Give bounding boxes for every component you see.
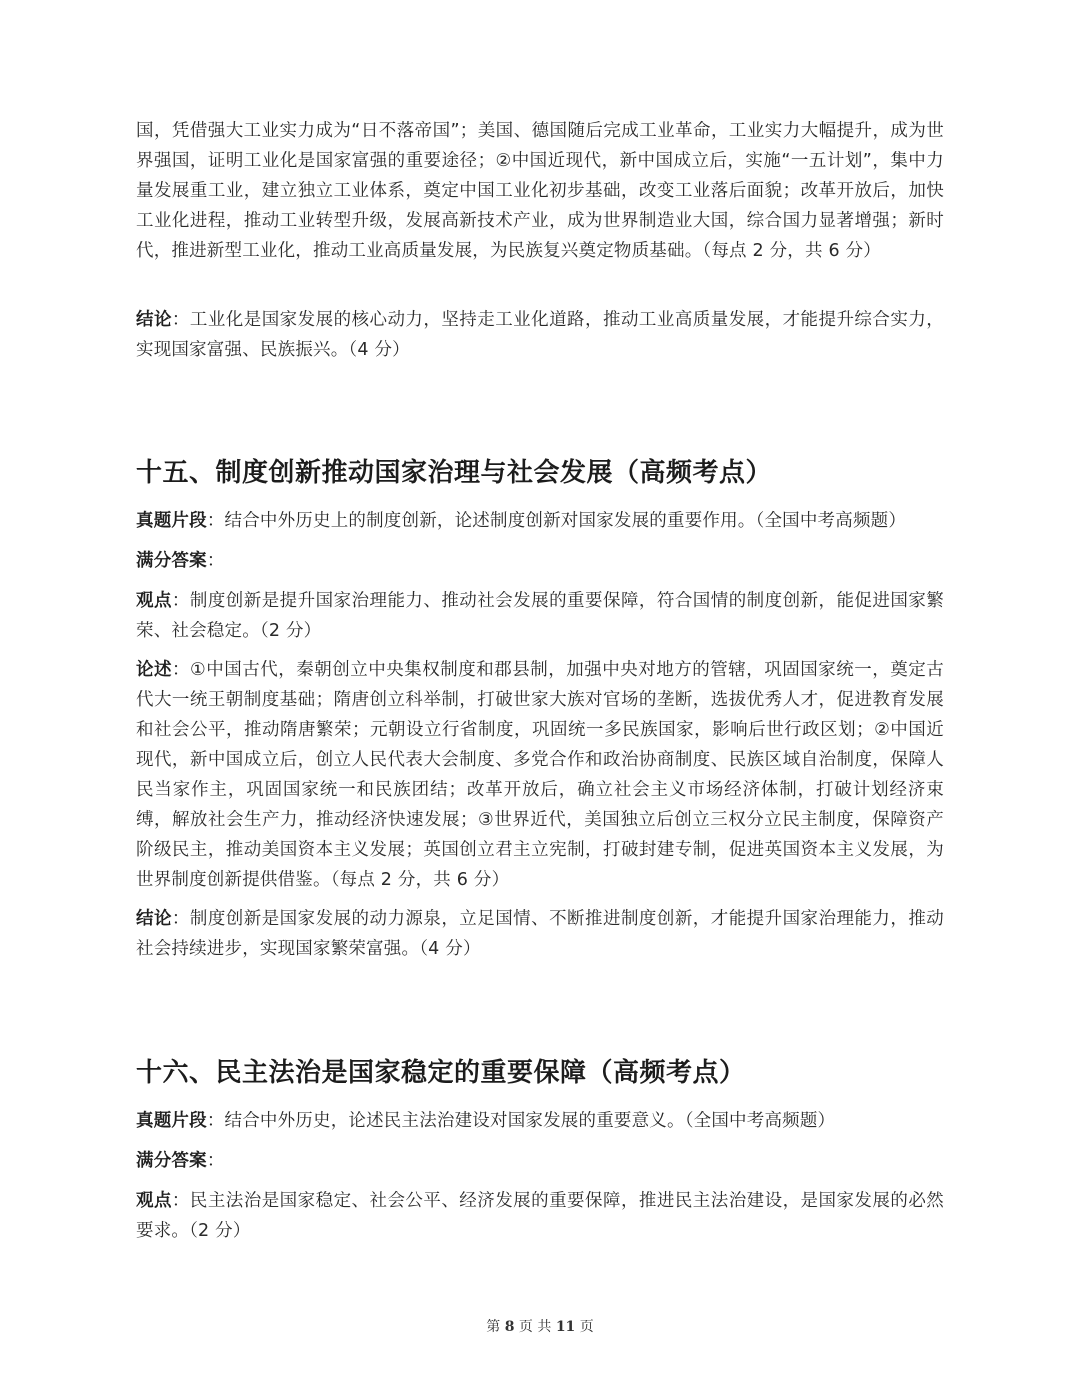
question-label: 真题片段 — [136, 511, 207, 531]
current-page-number: 8 — [504, 1319, 515, 1335]
argument-text: ：①中国古代，秦朝创立中央集权制度和郡县制，加强中央对地方的管辖，巩固国家统一，奠定古代大一统王朝制度基础；隋唐创立科举制，打破世家大族对官场的垄断，选拔优秀人才，促进教育发展和社会公平，推动隋唐繁荣；元朝设立行省制度，巩固统一多民族国家，影响后世行政区划；②中国近现代，新中国成立后，创立人民代表大会制度、多党合作和政治协商制度、民族区域自治制度，保障人民当家作主，巩固国家统一和民族团结；改革开放后，确立社会主义市场经济体制，打破计划经济束缚，解放社会生产力，推动经济快速发展；③世界近代，美国独立后创立三权分立民主制度，保障资产阶级民主，推动美国资本主义发展；英国创立君主立宪制，打破封建专制，促进英国资本主义发展，为世界制度创新提供借鉴。（每点 2 分，共 6 分） — [136, 660, 944, 890]
section14-body: 国，凭借强大工业实力成为“日不落帝国”；美国、德国随后完成工业革命，工业实力大幅提升，成为世界强国，证明工业化是国家富强的重要途径；②中国近现代，新中国成立后，实施“一五计划”，集中力量发展重工业，建立独立工业体系，奠定中国工业化初步基础，改变工业落后面貌；改革开放后，加快工业化进程，推动工业转型升级，发展高新技术产业，成为世界制造业大国，综合国力显著增强；新时代，推进新型工业化，推动工业高质量发展，为民族复兴奠定物质基础。（每点 2 分，共 6 分） — [136, 121, 944, 261]
section15-conclusion — [136, 904, 944, 964]
section16-viewpoint — [136, 1186, 944, 1246]
section16-heading: 十六、民主法治是国家稳定的重要保障（高频考点） — [136, 1058, 746, 1088]
question-text: ：结合中外历史，论述民主法治建设对国家发展的重要意义。（全国中考高频题） — [206, 1111, 836, 1131]
total-page-count: 11 — [555, 1319, 576, 1335]
answer-label: 满分答案 — [136, 551, 207, 571]
viewpoint-label: 观点 — [136, 591, 172, 611]
answer-label: 满分答案 — [136, 1151, 207, 1171]
section14-conclusion — [136, 305, 944, 365]
section15-heading: 十五、制度创新推动国家治理与社会发展（高频考点） — [136, 458, 773, 488]
section15-argument — [136, 655, 944, 895]
section15-answer-title: 满分答案： — [136, 551, 225, 571]
viewpoint-label: 观点 — [136, 1191, 172, 1211]
question-label: 真题片段 — [136, 1111, 207, 1131]
conclusion-label: 结论 — [136, 310, 172, 330]
section15-question — [136, 506, 944, 536]
question-text: ：结合中外历史上的制度创新，论述制度创新对国家发展的重要作用。（全国中考高频题） — [206, 511, 907, 531]
viewpoint-text: ：民主法治是国家稳定、社会公平、经济发展的重要保障，推进民主法治建设，是国家发展的必然要求。（2 分） — [136, 1191, 944, 1241]
page-footer: 第 8 页 共 11 页 — [486, 1319, 594, 1335]
argument-label: 论述 — [136, 660, 173, 680]
section15-viewpoint — [136, 586, 944, 646]
section16-answer-title: 满分答案： — [136, 1151, 225, 1171]
conclusion-text: ：工业化是国家发展的核心动力，坚持走工业化道路，推动工业高质量发展，才能提升综合实力，实现国家富强、民族振兴。（4 分） — [136, 310, 944, 360]
conclusion-text: ：制度创新是国家发展的动力源泉，立足国情、不断推进制度创新，才能提升国家治理能力，推动社会持续进步，实现国家繁荣富强。（4 分） — [136, 909, 944, 959]
section16-question — [136, 1106, 944, 1136]
document-page — [136, 0, 944, 1397]
conclusion-label: 结论 — [136, 909, 172, 929]
viewpoint-text: ：制度创新是提升国家治理能力、推动社会发展的重要保障，符合国情的制度创新，能促进国家繁荣、社会稳定。（2 分） — [136, 591, 944, 641]
